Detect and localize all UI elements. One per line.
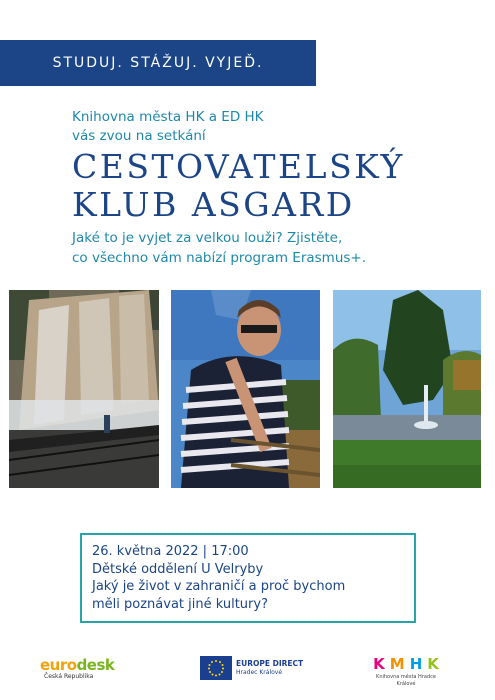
europe-direct-name: EUROPE DIRECT [236,659,304,668]
kmhk-letter-1: K [373,655,385,673]
event-topic-line-1: Jaký je život v zahraničí a proč bychom [92,579,346,594]
banner [0,40,316,86]
eu-flag-icon [200,656,232,680]
kmhk-letter-2: M [389,655,405,673]
intro-line-1: Knihovna města HK a ED HK [72,109,264,125]
intro-text [72,108,264,146]
eurodesk-desk: desk [76,656,115,674]
event-topic-line-2: měli poznávat jiné kultury? [92,596,268,612]
banner-text: STUDUJ. STÁŽUJ. VYJEĎ. [52,55,264,71]
subtitle-line-1: Jaké to je vyjet za velkou louži? Zjistěte, [72,230,343,246]
eurodesk-logo [40,658,114,681]
library-logo [366,656,446,688]
park-fountain-photo [333,290,481,488]
subtitle-line-2: co všechno vám nabízí program Erasmus+. [72,250,367,266]
event-title [72,148,405,224]
europe-direct-city: Hradec Králové [236,669,283,676]
kmhk-letter-3: H [409,655,423,673]
traveler-photo [171,290,320,488]
event-date-time: 26. května 2022 | 17:00 [92,544,249,559]
title-line-1: CESTOVATELSKÝ [72,147,405,186]
waterfall-photo [9,290,159,488]
kmhk-letter-4: K [427,655,439,673]
event-location: Dětské oddělení U Velryby [92,561,264,577]
event-details-box [80,533,416,623]
library-name: Knihovna města Hradce Králové [376,674,436,687]
partner-logos [0,650,495,690]
intro-line-2: vás zvou na setkání [72,128,206,144]
title-line-2: KLUB ASGARD [72,185,355,224]
eurodesk-country: Česká Republika [44,673,94,680]
europe-direct-logo [200,656,303,680]
subtitle [72,228,472,268]
eurodesk-euro: euro [40,656,77,674]
